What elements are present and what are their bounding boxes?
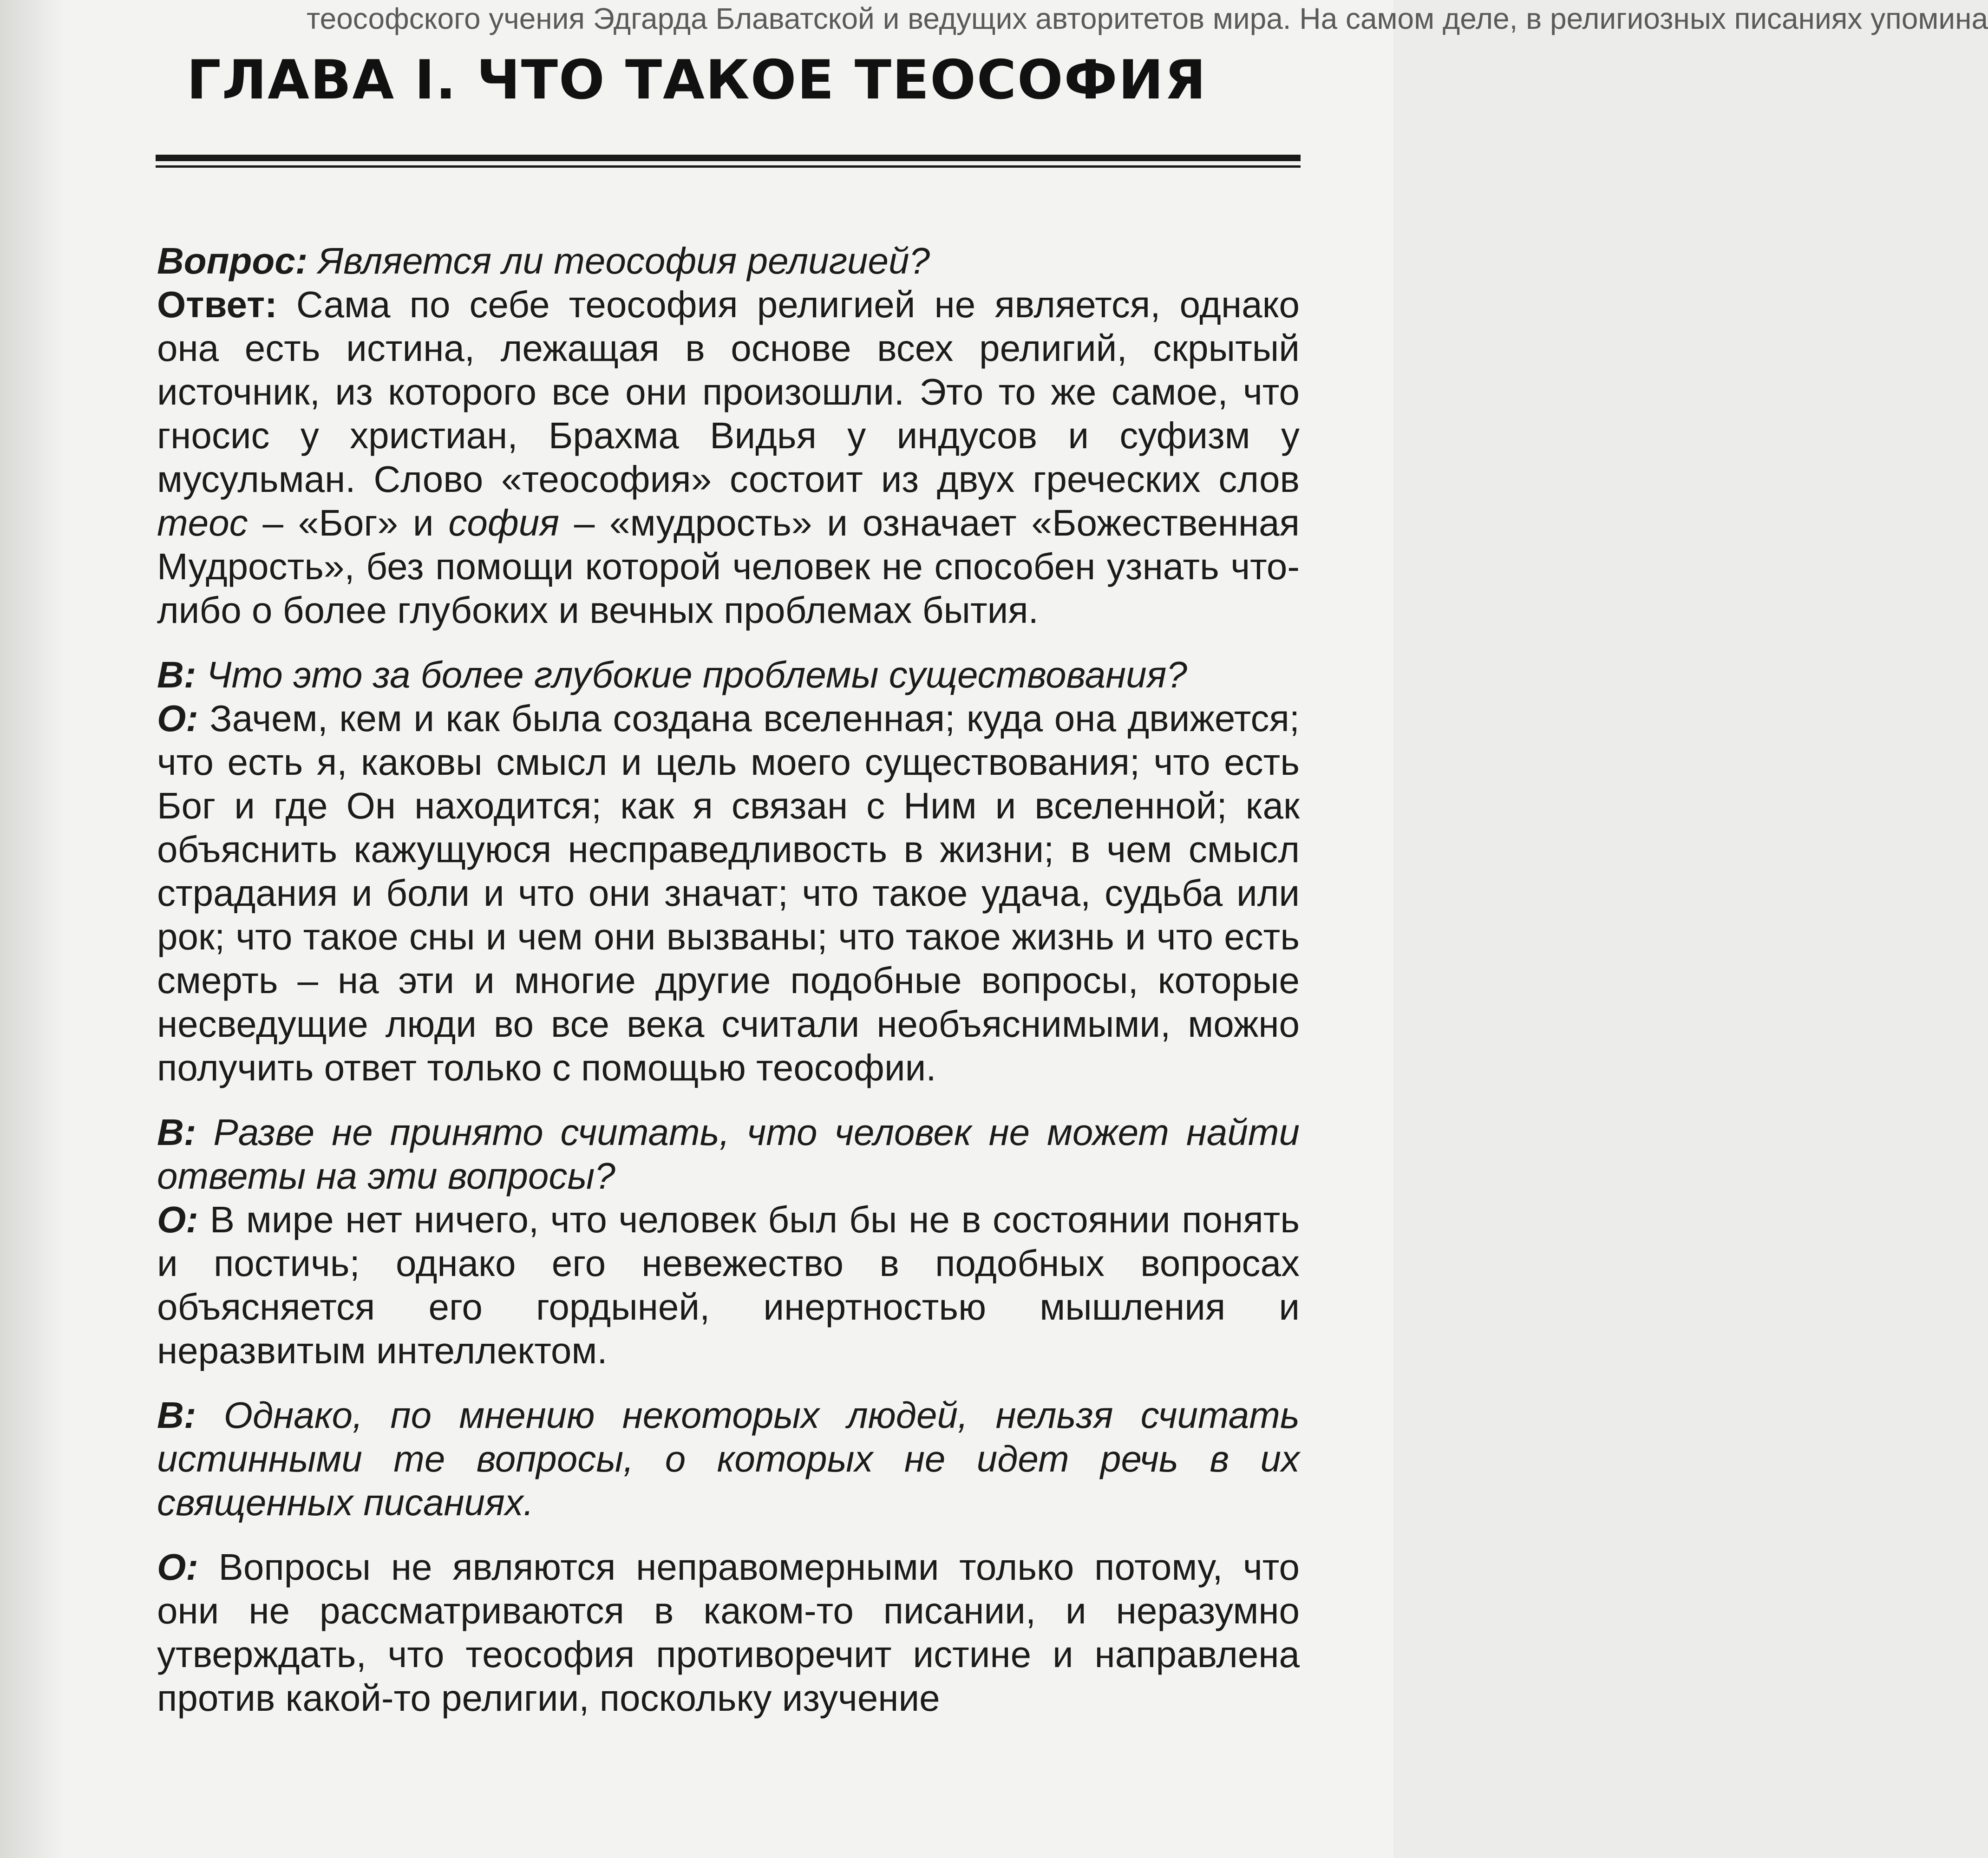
answer-paragraph: [157, 1545, 1300, 1720]
answer-term-sophia: софия: [448, 502, 559, 543]
question-text: Что это за более глубокие проблемы существования?: [196, 654, 1187, 695]
answer-text-mid: – «Бог» и: [248, 502, 449, 543]
answer-text: В мире нет ничего, что человек был бы не в состоянии понять и постичь; однако его невежество в подобных вопросах объясняется его гордыней, инертностью мышления и неразвитым интеллектом.: [157, 1199, 1300, 1371]
answer-label: О:: [157, 1199, 198, 1240]
page-gutter-shadow: [0, 0, 65, 1858]
question-label: В:: [157, 654, 196, 695]
answer-text: Зачем, кем и как была создана вселенная; куда она движется; что есть я, каковы смысл и цель моего существования; что есть Бог и где Он находится; как я связан с Ним и вселенной; как объяснить кажущуюся несправедливость в жизни; в чем смысл страдания и боли и что они значат; что такое удача, судьба или рок; что такое сны и чем они вызваны; что такое жизнь и что есть смерть – на эти и многие другие подобные вопросы, которые несведущие люди во все века считали необъяснимыми, можно получить ответ только с помощью теософии.: [157, 698, 1300, 1088]
answer-paragraph: [157, 697, 1300, 1090]
question-paragraph: [157, 1394, 1300, 1524]
question-label: В:: [157, 1394, 196, 1436]
question-label: В:: [157, 1112, 196, 1153]
question-paragraph: [157, 1111, 1300, 1198]
question-text: Является ли теософия религией?: [307, 240, 930, 281]
title-rule-thin: [156, 165, 1301, 168]
answer-label: О:: [157, 698, 198, 739]
previous-page-fragment: теософского учения Эдгарда Блаватской и ведущих авторитетов мира. На самом деле, в религиозных писаниях упомина: [307, 2, 1988, 35]
question-text: Разве не принято считать, что человек не может найти ответы на эти вопросы?: [157, 1112, 1300, 1197]
question-paragraph: [157, 239, 1300, 283]
question-paragraph: [157, 653, 1300, 697]
answer-paragraph: [157, 1198, 1300, 1373]
answer-label: О:: [157, 1546, 198, 1588]
answer-text: Сама по себе теософия религией не является, однако она есть истина, лежащая в основе всех религий, скрытый источник, из которого все они произошли. Это то же самое, что гносис у христиан, Брахма Видья у индусов и суфизм у мусульман. Слово «теософия» состоит из двух греческих слов: [157, 284, 1300, 500]
question-text: Однако, по мнению некоторых людей, нельзя считать истинными те вопросы, о которых не идет речь в их священных писаниях.: [157, 1394, 1300, 1523]
chapter-title: ГЛАВА I. ЧТО ТАКОЕ ТЕОСОФИЯ: [186, 49, 1207, 111]
answer-label: Ответ:: [157, 284, 277, 325]
question-label: Вопрос:: [157, 240, 308, 281]
answer-text-tail: – «мудрость» и означает «Божественная Мудрость», без помощи которой человек не способен узнать что-либо о более глубоких и вечных проблемах бытия.: [157, 502, 1300, 631]
page-body: [157, 239, 1300, 1720]
answer-paragraph: [157, 283, 1300, 632]
answer-term-theos: теос: [157, 502, 248, 543]
answer-text: Вопросы не являются неправомерными только потому, что они не рассматриваются в каком-то писании, и неразумно утверждать, что теософия противоречит истине и направлена против какой-то религии, поскольку изучение: [157, 1546, 1300, 1719]
title-rule-thick: [156, 155, 1301, 161]
